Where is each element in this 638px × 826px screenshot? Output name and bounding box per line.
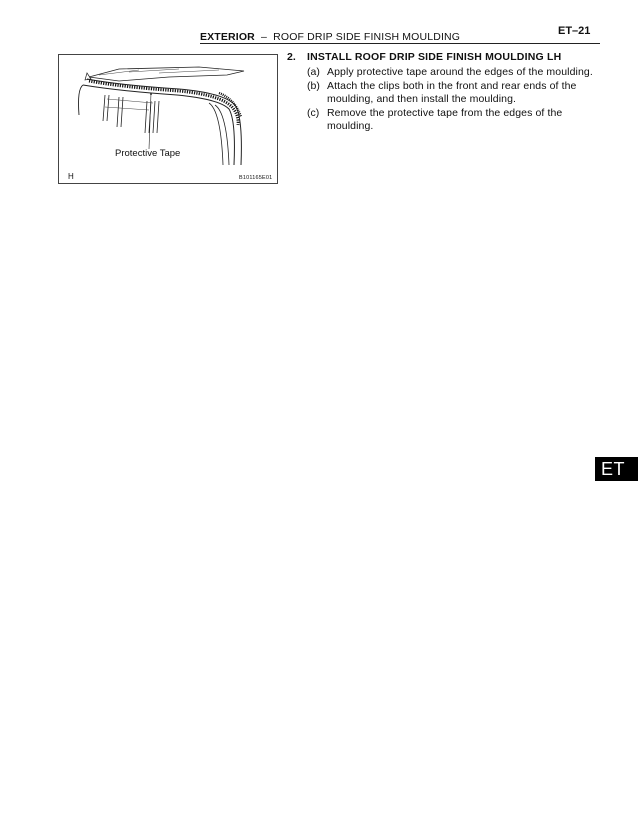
section-tab <box>595 457 638 481</box>
substep-text: Remove the protective tape from the edges of the moulding. <box>327 107 563 132</box>
header-topic: ROOF DRIP SIDE FINISH MOULDING <box>273 31 461 43</box>
substep-label: (c) <box>307 107 320 119</box>
header-separator: – <box>261 31 268 43</box>
step-title: INSTALL ROOF DRIP SIDE FINISH MOULDING LH <box>307 51 562 63</box>
install-step <box>287 51 602 133</box>
illustration-frame <box>58 54 278 184</box>
substep-text: Attach the clips both in the front and rear ends of the moulding, and then install the moulding. <box>327 80 577 105</box>
header-section: EXTERIOR <box>200 31 255 43</box>
header-title <box>200 31 460 43</box>
roof-moulding-illustration <box>59 55 279 185</box>
substep-label: (b) <box>307 80 320 92</box>
substep-a <box>287 66 602 79</box>
page-header <box>0 0 638 44</box>
step-heading <box>287 51 602 65</box>
substep-text: Apply protective tape around the edges of the moulding. <box>327 66 593 78</box>
page-number: ET–21 <box>558 25 591 37</box>
step-number: 2. <box>287 51 296 63</box>
figure-code: B101165E01 <box>239 175 273 181</box>
protective-tape-callout: Protective Tape <box>115 148 181 159</box>
substep-c <box>287 107 602 133</box>
substep-label: (a) <box>307 66 320 78</box>
header-rule <box>200 43 600 44</box>
section-tab-label: ET <box>601 459 626 479</box>
view-letter: H <box>68 172 74 181</box>
substep-b <box>287 80 602 106</box>
